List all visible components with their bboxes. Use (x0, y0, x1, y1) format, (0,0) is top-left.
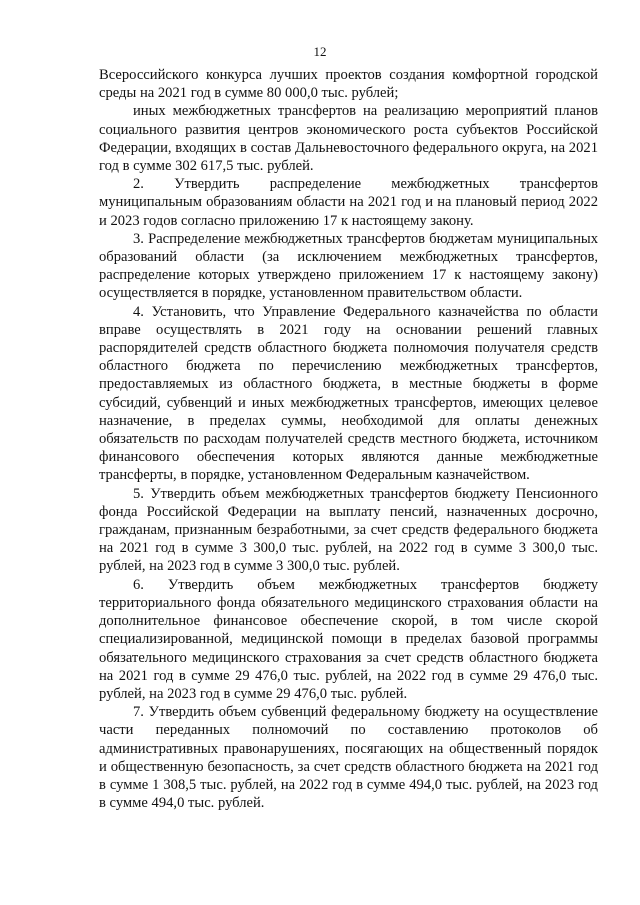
document-body (99, 66, 598, 812)
paragraph-item-2: 2. Утвердить распределение межбюджетных трансфертов муниципальным образованиям области на 2021 год и на плановый период 2022 и 2023 годов согласно приложению 17 к настоящему закону. (99, 176, 598, 229)
paragraph-continuation: Всероссийского конкурса лучших проектов создания комфортной городской среды на 2021 год в сумме 80 000,0 тыс. рублей; (99, 67, 598, 102)
paragraph-item-3: 3. Распределение межбюджетных трансфертов бюджетам муниципальных образований области (за исключением межбюджетных трансфертов, распределение которых утверждено приложением 17 к настоящему закону) осуществляется в порядке, установленном правительством области. (99, 230, 598, 302)
page-number: 12 (313, 44, 327, 59)
paragraph-other-transfers: иных межбюджетных трансфертов на реализацию мероприятий планов социального развития центров экономического роста субъектов Российской Федерации, входящих в состав Дальневосточного федерального округа, на 2021 год в сумме 302 617,5 тыс. рублей. (99, 103, 598, 175)
paragraph-item-5: 5. Утвердить объем межбюджетных трансфертов бюджету Пенсионного фонда Российской Федерации на выплату пенсий, назначенных досрочно, гражданам, признанным безработными, за счет средств федерального бюджета на 2021 год в сумме 3 300,0 тыс. рублей, на 2022 год в сумме 3 300,0 тыс. рублей, на 2023 год в сумме 3 300,0 тыс. рублей. (99, 485, 598, 575)
paragraph-item-6: 6. Утвердить объем межбюджетных трансфертов бюджету территориального фонда обязательного медицинского страхования области на дополнительное финансовое обеспечение скорой, в том числе скорой специализированной, медицинской помощи в пределах базовой программы обязательного медицинского страхования за счет средств областного бюджета на 2021 год в сумме 29 476,0 тыс. рублей, на 2022 год в сумме 29 476,0 тыс. рублей, на 2023 год в сумме 29 476,0 тыс. рублей. (99, 576, 598, 702)
paragraph-item-7: 7. Утвердить объем субвенций федеральному бюджету на осуществление части переданных полномочий по составлению протоколов об административных правонарушениях, посягающих на общественный порядок и общественную безопасность, за счет средств областного бюджета на 2021 год в сумме 1 308,5 тыс. рублей, на 2022 год в сумме 494,0 тыс. рублей, на 2023 год в сумме 494,0 тыс. рублей. (99, 704, 598, 812)
paragraph-item-4: 4. Установить, что Управление Федерального казначейства по области вправе осуществлять в 2021 году на основании решений главных распорядителей средств областного бюджета полномочия получателя средств областного бюджета по перечислению межбюджетных трансфертов, предоставляемых из областного бюджета, в местные бюджеты в форме субсидий, субвенций и иных межбюджетных трансфертов, имеющих целевое назначение, в пределах суммы, необходимой для оплаты денежных обязательств по расходам получателей средств местного бюджета, источником финансового обеспечения которых являются данные межбюджетные трансферты, в порядке, установленном Федеральным казначейством. (99, 303, 598, 484)
